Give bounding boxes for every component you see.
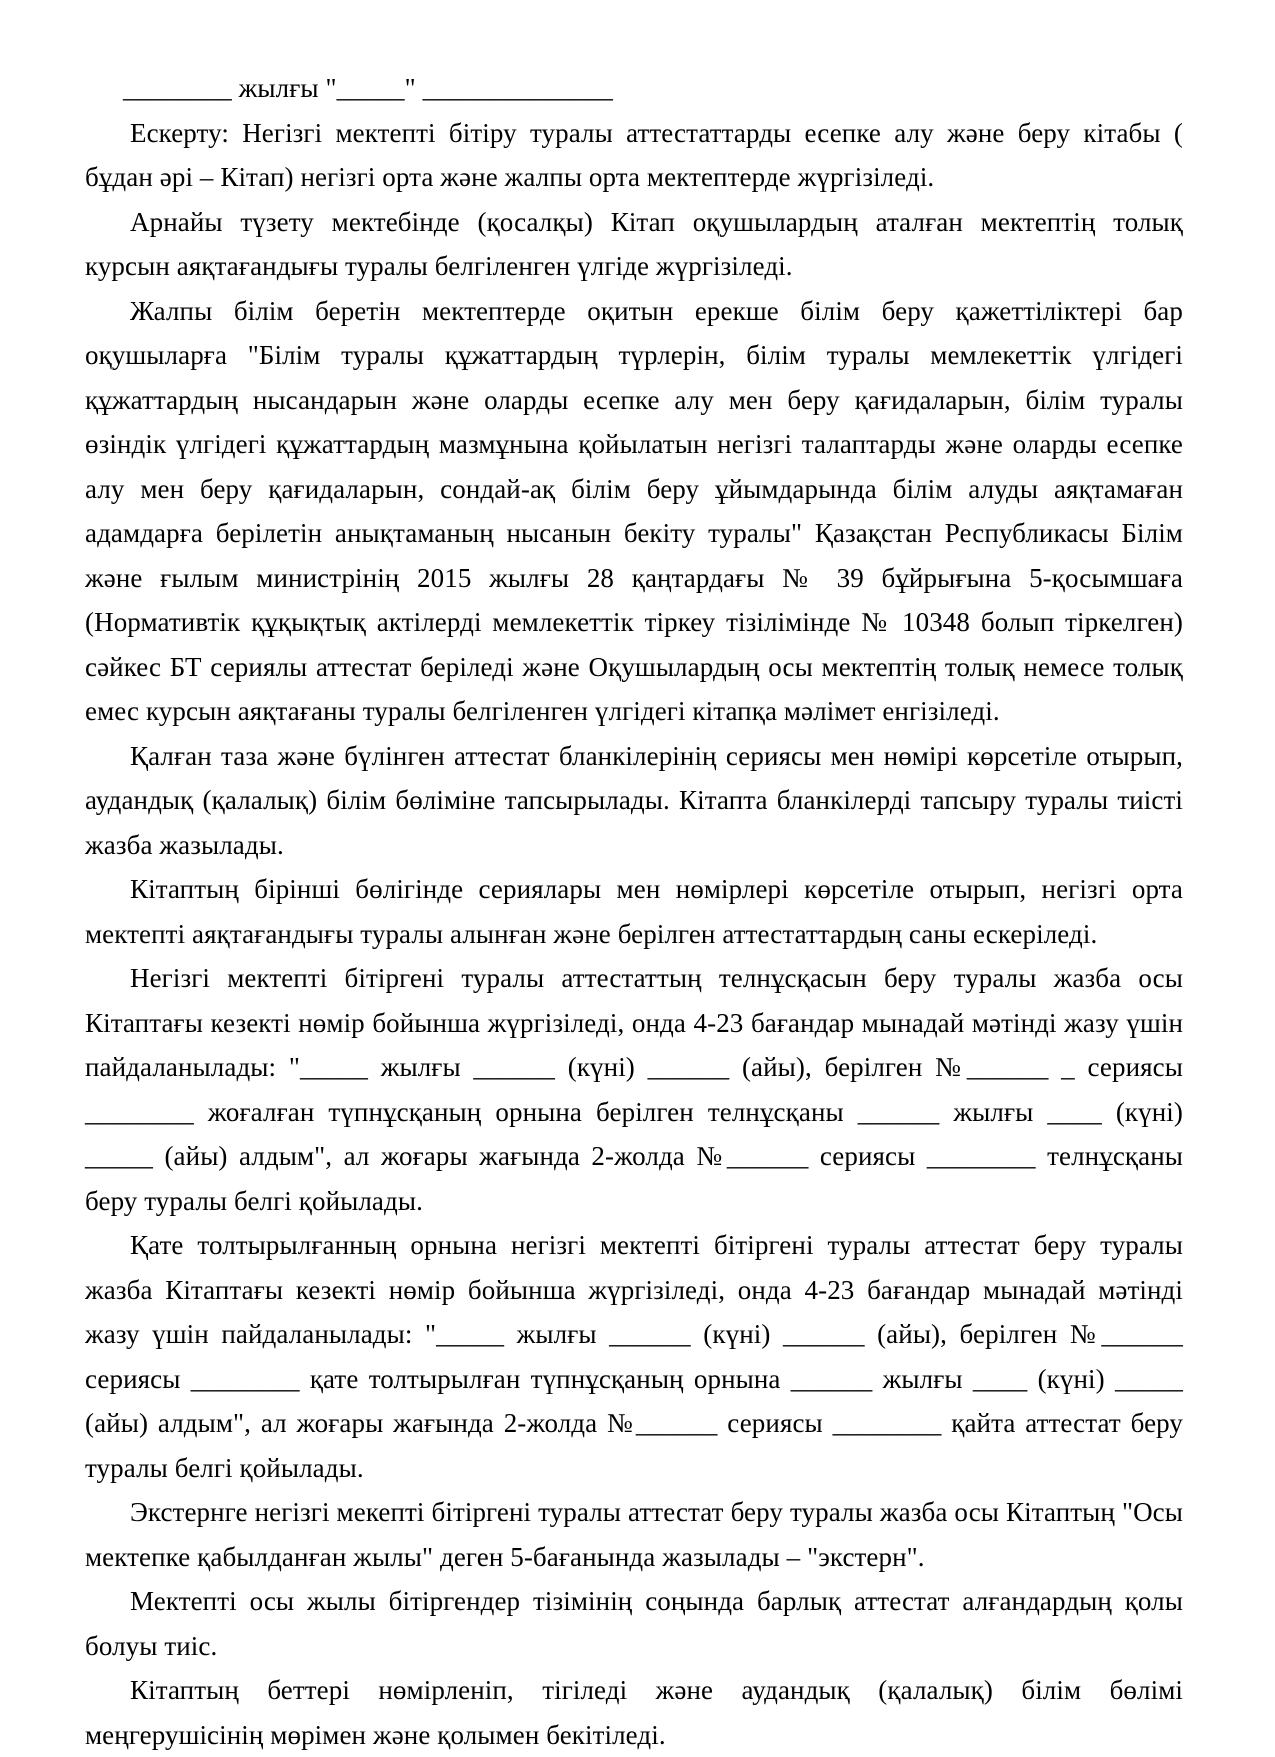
paragraph-note-eskertu: Ескерту: Негізгі мектепті бітіру туралы аттестаттарды есепке алу және беру кітабы ( бұдан әрі – Кітап) негізгі орта және жалпы орта мектептерде жүргізіледі. <box>85 117 1183 192</box>
paragraph-misfilled-record: Қате толтырылғанның орнына негізгі мектепті бітіргені туралы аттестат беру туралы жазба Кітаптағы кезекті нөмір бойынша жүргізіледі, онда 4-23 бағандар мынадай мәтінді жазу үшін пайдаланылады: "_____ жылғы ______ (күні) ______ (айы), берілген №______ сериясы ________ қате толтырылған түпнұсқаның орнына ______ жылғы ____ (күні) _____ (айы) алдым", ал жоғары жағында 2-жолда №______ сериясы ________ қайта аттестат беру туралы белгі қойылады. <box>85 1230 1183 1483</box>
paragraph-duplicate-record: Негізгі мектепті бітіргені туралы аттестаттың телнұсқасын беру туралы жазба осы Кітаптағы кезекті нөмір бойынша жүргізіледі, онда 4-23 бағандар мынадай мәтінді жазу үшін пайдаланылады: "_____ жылғы ______ (күні) ______ (айы), берілген №______ _ сериясы ________ жоғалған түпнұсқаның орнына берілген телнұсқаны ______ жылғы ____ (күні) _____ (айы) алдым", ал жоғары жағында 2-жолда №______ сериясы ________ телнұсқаны беру туралы белгі қойылады. <box>85 963 1183 1216</box>
document-body <box>85 66 1183 1757</box>
paragraph-graduates-signatures: Мектепті осы жылы бітіргендер тізімінің соңында барлық аттестат алғандардың қолы болуы тиіс. <box>85 1586 1183 1661</box>
paragraph-extern-record: Экстернге негізгі мекепті бітіргені туралы аттестат беру туралы жазба осы Кітаптың "Осы мектепке қабылданған жылы" деген 5-бағанында жазылады – "экстерн". <box>85 1497 1183 1572</box>
paragraph-book-first-part: Кітаптың бірінші бөлігінде сериялары мен нөмірлері көрсетіле отырып, негізгі орта мектепті аяқтағандығы туралы алынған және берілген аттестаттардың саны ескеріледі. <box>85 874 1183 949</box>
fill-in-date-line: ________ жылғы "_____" ______________ <box>123 73 613 103</box>
paragraph-special-needs-order: Жалпы білім беретін мектептерде оқитын ерекше білім беру қажеттіліктері бар оқушыларға "Білім туралы құжаттардың түрлерін, білім туралы мемлекеттік үлгідегі құжаттардың нысандарын және оларды есепке алу мен беру қағидаларын, білім туралы өзіндік үлгідегі құжаттардың мазмұнына қойылатын негізгі талаптарды және оларды есепке алу мен беру қағидаларын, сондай-ақ білім беру ұйымдарында білім алуды аяқтамаған адамдарға берілетін анықтаманың нысанын бекіту туралы" Қазақстан Республикасы Білім және ғылым министрінің 2015 жылғы 28 қаңтардағы № 39 бұйрығына 5-қосымшаға (Нормативтік құқықтық актілерді мемлекеттік тіркеу тізілімінде № 10348 болып тіркелген) сәйкес БТ сериялы аттестат беріледі және Оқушылардың осы мектептің толық немесе толық емес курсын аяқтағаны туралы белгіленген үлгідегі кітапқа мәлімет енгізіледі. <box>85 295 1183 726</box>
paragraph-blank-forms-return: Қалған таза және бүлінген аттестат бланкілерінің сериясы мен нөмірі көрсетіле отырып, аудандық (қалалық) білім бөліміне тапсырылады. Кітапта бланкілерді тапсыру туралы тиісті жазба жазылады. <box>85 740 1183 860</box>
paragraph-page-binding-seal: Кітаптың беттері нөмірленіп, тігіледі және аудандық (қалалық) білім бөлімі меңгерушісінің мөрімен және қолымен бекітіледі. <box>85 1675 1183 1750</box>
paragraph-special-correction-school: Арнайы түзету мектебінде (қосалқы) Кітап оқушылардың аталған мектептің толық курсын аяқтағандығы туралы белгіленген үлгіде жүргізіледі. <box>85 206 1183 281</box>
